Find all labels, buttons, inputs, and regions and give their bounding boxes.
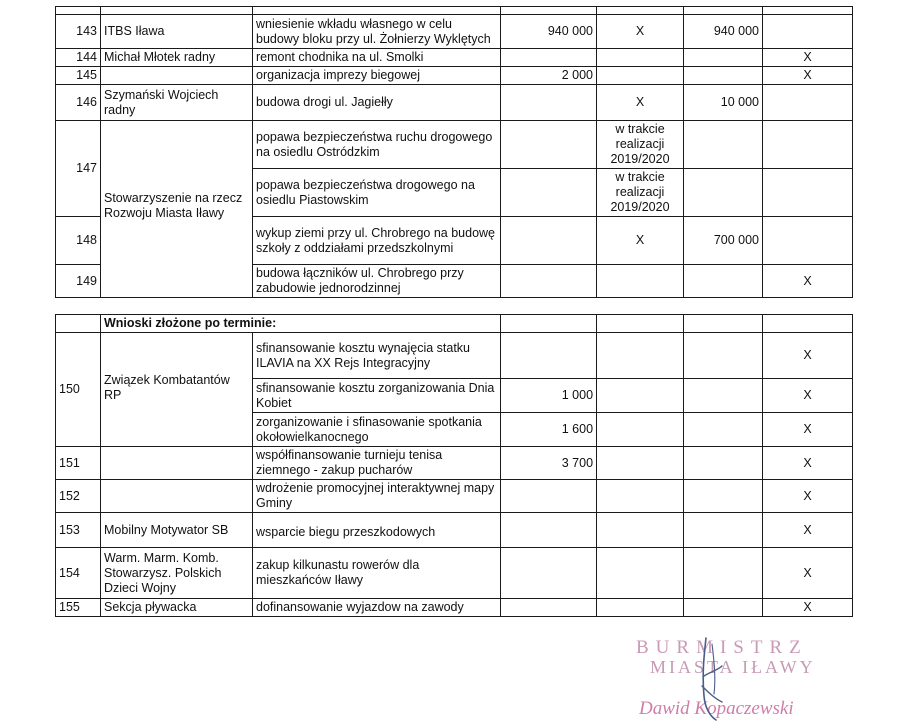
table-row [56, 447, 853, 480]
status-cell: w trakcie realizacji 2019/2020 [597, 169, 684, 217]
task-cell: sfinansowanie kosztu wynajęcia statku ILAVIA na XX Rejs Integracyjny [253, 333, 501, 379]
amount-cell [501, 217, 597, 265]
x-cell [763, 121, 853, 169]
amount2-cell [684, 265, 763, 298]
x-cell: X [763, 480, 853, 513]
amount-cell [501, 333, 597, 379]
amount2-cell: 940 000 [684, 15, 763, 49]
task-cell: budowa drogi ul. Jagiełły [253, 85, 501, 121]
table-row [56, 333, 853, 379]
table-row-cut [56, 7, 853, 15]
x-cell: X [763, 49, 853, 67]
amount2-cell: 700 000 [684, 217, 763, 265]
task-cell: organizacja imprezy biegowej [253, 67, 501, 85]
section-header-row [56, 315, 853, 333]
table-row [56, 15, 853, 49]
task-cell: popawa bezpieczeństwa ruchu drogowego na osiedlu Ostródzkim [253, 121, 501, 169]
applicant-cell: Warm. Marm. Komb. Stowarzysz. Polskich Dzieci Wojny [101, 548, 253, 599]
task-cell: sfinansowanie kosztu zorganizowania Dnia Kobiet [253, 379, 501, 413]
row-number: 149 [56, 265, 101, 298]
mark-cell: X [597, 15, 684, 49]
amount-cell: 940 000 [501, 15, 597, 49]
row-number: 144 [56, 49, 101, 67]
amount2-cell [684, 49, 763, 67]
row-number: 147 [56, 121, 101, 217]
amount-cell: 1 000 [501, 379, 597, 413]
amount-cell [501, 169, 597, 217]
applicant-cell: Mobilny Motywator SB [101, 513, 253, 548]
task-cell: wykup ziemi przy ul. Chrobrego na budowę szkoły z oddziałami przedszkolnymi [253, 217, 501, 265]
table-row [56, 599, 853, 617]
amount-cell [501, 85, 597, 121]
task-cell: popawa bezpieczeństwa drogowego na osiedlu Piastowskim [253, 169, 501, 217]
row-number: 148 [56, 217, 101, 265]
amount-cell: 2 000 [501, 67, 597, 85]
table-row [56, 480, 853, 513]
mark-cell [597, 67, 684, 85]
row-number: 154 [56, 548, 101, 599]
amount-cell [501, 513, 597, 548]
applicant-cell: ITBS Iława [101, 15, 253, 49]
task-cell: remont chodnika na ul. Smolki [253, 49, 501, 67]
status-cell: w trakcie realizacji 2019/2020 [597, 121, 684, 169]
x-cell: X [763, 333, 853, 379]
amount2-cell [684, 67, 763, 85]
x-cell [763, 85, 853, 121]
applicant-cell: Związek Kombatantów RP [101, 333, 253, 447]
x-cell: X [763, 513, 853, 548]
table-row [56, 85, 853, 121]
row-number: 145 [56, 67, 101, 85]
applicant-cell: Sekcja pływacka [101, 599, 253, 617]
task-cell: wsparcie biegu przeszkodowych [253, 513, 501, 548]
task-cell: zakup kilkunastu rowerów dla mieszkańców Iławy [253, 548, 501, 599]
late-proposals-table [55, 314, 853, 617]
amount-cell: 1 600 [501, 413, 597, 447]
task-cell: współfinansowanie turnieju tenisa ziemnego - zakup pucharów [253, 447, 501, 480]
task-cell: wdrożenie promocyjnej interaktywnej mapy Gminy [253, 480, 501, 513]
row-number: 151 [56, 447, 101, 480]
amount2-cell [684, 121, 763, 169]
applicant-cell [101, 67, 253, 85]
row-number: 150 [56, 333, 101, 447]
task-cell: dofinansowanie wyjazdow na zawody [253, 599, 501, 617]
x-cell: X [763, 379, 853, 413]
x-cell: X [763, 599, 853, 617]
row-number: 152 [56, 480, 101, 513]
x-cell: X [763, 265, 853, 298]
row-number: 153 [56, 513, 101, 548]
mark-cell: X [597, 85, 684, 121]
amount-cell [501, 265, 597, 298]
x-cell: X [763, 413, 853, 447]
table-row [56, 67, 853, 85]
section-header: Wnioski złożone po terminie: [101, 315, 501, 333]
amount-cell: 3 700 [501, 447, 597, 480]
task-cell: wniesienie wkładu własnego w celu budowy bloku przy ul. Żołnierzy Wyklętych [253, 15, 501, 49]
task-cell: zorganizowanie i sfinasowanie spotkania okołowielkanocnego [253, 413, 501, 447]
proposals-table [55, 6, 853, 298]
stamp-title: BURMISTRZ [636, 637, 808, 658]
x-cell [763, 169, 853, 217]
x-cell [763, 15, 853, 49]
applicant-cell: Michał Młotek radny [101, 49, 253, 67]
x-cell: X [763, 548, 853, 599]
amount-cell [501, 548, 597, 599]
mark-cell [597, 49, 684, 67]
amount-cell [501, 49, 597, 67]
mark-cell: X [597, 217, 684, 265]
x-cell [763, 217, 853, 265]
row-number: 143 [56, 15, 101, 49]
table-row [56, 548, 853, 599]
table-row [56, 49, 853, 67]
amount2-cell [684, 169, 763, 217]
row-number: 146 [56, 85, 101, 121]
table-row [56, 121, 853, 169]
amount-cell [501, 480, 597, 513]
mark-cell [597, 265, 684, 298]
amount-cell [501, 121, 597, 169]
applicant-cell: Szymański Wojciech radny [101, 85, 253, 121]
x-cell: X [763, 447, 853, 480]
stamp-signatory-name: Dawid Kopaczewski [639, 698, 794, 719]
stamp-city: MIASTA IŁAWY [650, 657, 816, 677]
x-cell: X [763, 67, 853, 85]
handwritten-signature [692, 636, 732, 721]
row-number: 155 [56, 599, 101, 617]
applicant-cell: Stowarzyszenie na rzecz Rozwoju Miasta Iławy [101, 121, 253, 298]
amount-cell [501, 599, 597, 617]
amount2-cell: 10 000 [684, 85, 763, 121]
table-row [56, 513, 853, 548]
task-cell: budowa łączników ul. Chrobrego przy zabudowie jednorodzinnej [253, 265, 501, 298]
